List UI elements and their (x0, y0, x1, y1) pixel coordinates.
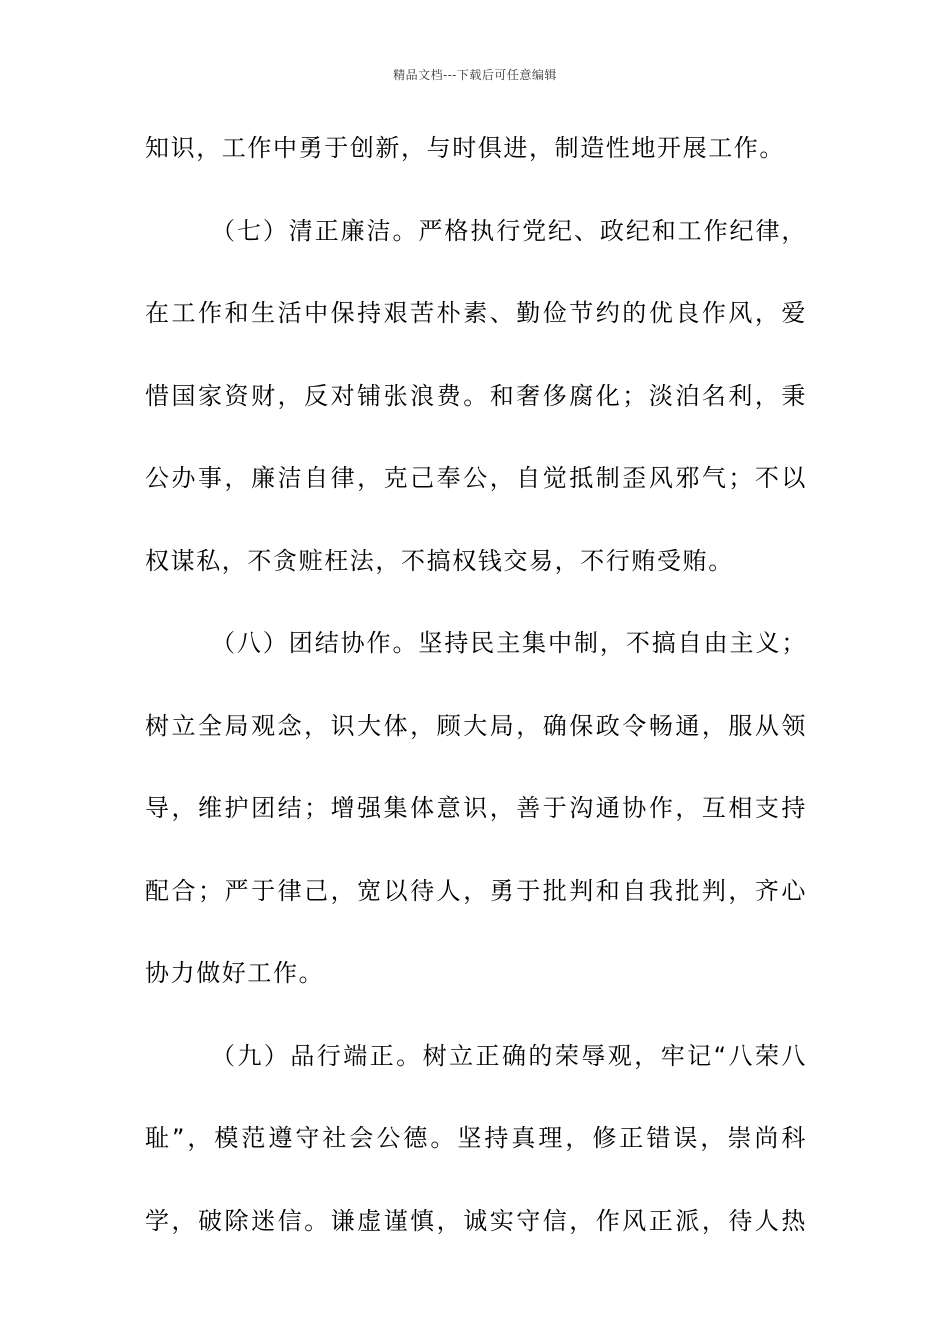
text-line-14: 学，破除迷信。谦虚谨慎，诚实守信，作风正派，待人热 (145, 1206, 807, 1235)
text-line-8: 树立全局观念，识大体，顾大局，确保政令畅通，服从领 (145, 711, 807, 740)
text-line-9: 导，维护团结；增强集体意识，善于沟通协作，互相支持 (145, 794, 807, 822)
text-line-4: 惜国家资财，反对铺张浪费。和奢侈腐化；淡泊名利，秉 (145, 381, 807, 410)
text-line-3: 在工作和生活中保持艰苦朴素、勤俭节约的优良作风，爱 (145, 299, 807, 327)
text-line-12: （九）品行端正。树立正确的荣辱观，牢记“八荣八 (211, 1041, 807, 1070)
text-line-6: 权谋私，不贪赃枉法，不搞权钱交易，不行贿受贿。 (145, 546, 734, 575)
text-line-10: 配合；严于律己，宽以待人，勇于批判和自我批判，齐心 (145, 876, 807, 905)
text-line-2: （七）清正廉洁。严格执行党纪、政纪和工作纪律， (211, 216, 807, 245)
text-line-1: 知识，工作中勇于创新，与时俱进，制造性地开展工作。 (145, 134, 785, 162)
document-body (145, 128, 807, 1283)
text-line-7: （八）团结协作。坚持民主集中制，不搞自由主义； (211, 629, 807, 657)
text-line-5: 公办事，廉洁自律，克己奉公，自觉抵制歪风邪气；不以 (145, 464, 807, 492)
text-line-13: 耻”，模范遵守社会公德。坚持真理，修正错误，崇尚科 (145, 1124, 807, 1152)
text-line-11: 协力做好工作。 (145, 959, 325, 987)
page-header: 精品文档---下载后可任意编辑 (393, 68, 557, 82)
